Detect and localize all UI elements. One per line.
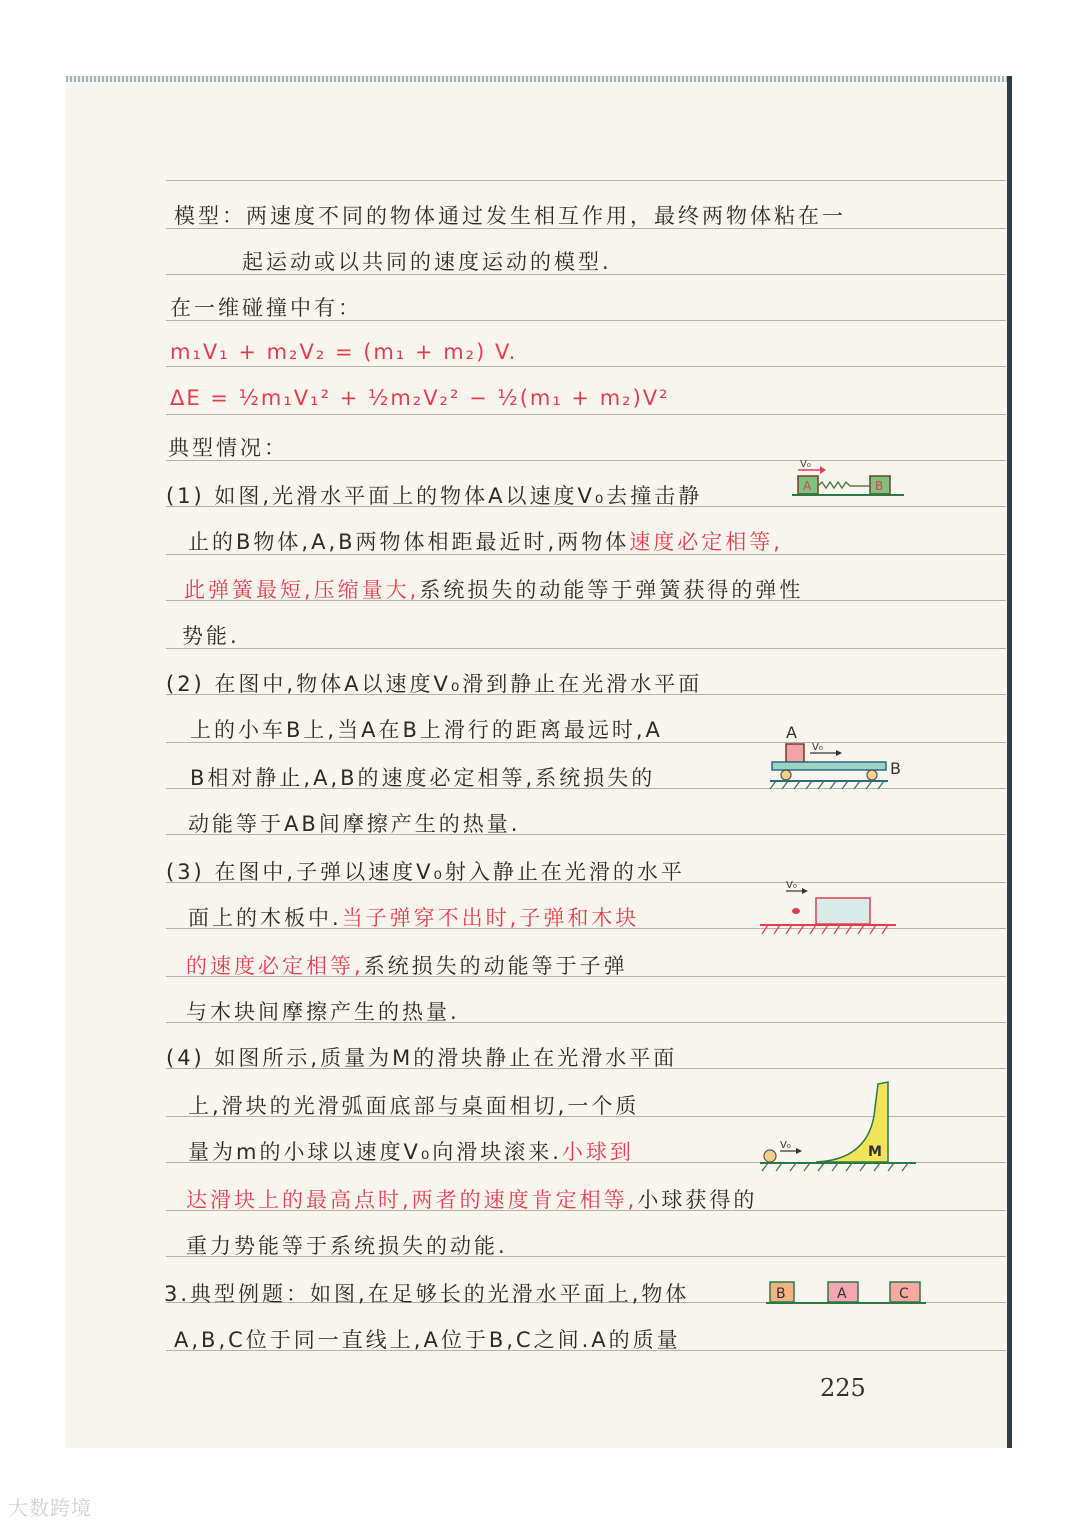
example-line1: 3.典型例题：如图,在足够长的光滑水平面上,物体	[164, 1282, 690, 1306]
ruled-line	[166, 414, 1006, 415]
energy-loss-formula: ΔE = ½m₁V₁² + ½m₂V₂² − ½(m₁ + m₂)V²	[170, 386, 670, 410]
case2-line1: (2) 在图中,物体A以速度V₀滑到静止在光滑水平面	[166, 672, 703, 696]
fig1-label-b: B	[875, 479, 884, 493]
case3-line1: (3) 在图中,子弹以速度V₀射入静止在光滑的水平	[166, 860, 685, 884]
fig5-label-b: B	[776, 1286, 786, 1302]
fig1-label-a: A	[803, 479, 812, 493]
case4-line4: 达滑块上的最高点时,两者的速度肯定相等,小球获得的	[186, 1188, 758, 1212]
fig2-wheel	[781, 770, 791, 780]
fig1-spring	[818, 482, 870, 488]
scan-top-band	[66, 76, 1012, 82]
fig3-wood-block	[816, 898, 870, 924]
watermark: 大数跨境	[8, 1496, 92, 1520]
example-line2: A,B,C位于同一直线上,A位于B,C之间.A的质量	[174, 1328, 681, 1352]
scan-right-edge	[1007, 76, 1012, 1448]
figure-ball-and-slider	[756, 1076, 926, 1172]
ruled-line	[166, 366, 1006, 367]
case2-line4: 动能等于AB间摩擦产生的热量.	[188, 812, 521, 836]
figure-bullet-into-block	[756, 878, 906, 942]
case4-line1: (4) 如图所示,质量为M的滑块静止在光滑水平面	[166, 1046, 678, 1070]
notebook-page	[66, 76, 1012, 1448]
fig3-bullet	[792, 908, 800, 914]
case4-line3: 量为m的小球以速度V₀向滑块滚来.小球到	[188, 1140, 634, 1164]
fig5-label-a: A	[837, 1286, 847, 1302]
figure-three-blocks	[766, 1278, 936, 1314]
model-definition-line1: 模型：两速度不同的物体通过发生相互作用，最终两物体粘在一	[174, 204, 846, 228]
case2-line2: 上的小车B上,当A在B上滑行的距离最远时,A	[190, 718, 663, 742]
fig2-velocity-label: V₀	[812, 742, 823, 753]
fig4-velocity-label: V₀	[780, 1140, 791, 1151]
fig5-label-c: C	[899, 1286, 909, 1302]
case1-line2: 止的B物体,A,B两物体相距最近时,两物体速度必定相等,	[188, 530, 783, 554]
momentum-formula: m₁V₁ + m₂V₂ = (m₁ + m₂) V.	[170, 340, 518, 364]
typical-cases-heading: 典型情况：	[168, 436, 288, 460]
fig2-label-a: A	[786, 723, 797, 742]
fig2-wheel	[867, 770, 877, 780]
fig1-velocity-label: V₀	[800, 459, 811, 470]
figure-spring-collision	[786, 460, 916, 504]
case4-line5: 重力势能等于系统损失的动能.	[186, 1234, 508, 1258]
case3-line2: 面上的木板中.当子弹穿不出时,子弹和木块	[188, 906, 640, 930]
fig4-ball	[764, 1150, 776, 1162]
page-number: 225	[820, 1374, 866, 1402]
case2-line3: B相对静止,A,B的速度必定相等,系统损失的	[190, 766, 656, 790]
case1-line3: 此弹簧最短,压缩量大,系统损失的动能等于弹簧获得的弹性	[184, 578, 804, 602]
fig2-label-b: B	[890, 759, 901, 778]
fig4-label-m: M	[868, 1144, 882, 1160]
case4-line2: 上,滑块的光滑弧面底部与桌面相切,一个质	[188, 1094, 640, 1118]
case1-line4: 势能.	[182, 624, 240, 648]
ruled-line	[166, 180, 1006, 181]
collision-intro: 在一维碰撞中有：	[170, 296, 362, 320]
case3-line3: 的速度必定相等,系统损失的动能等于子弹	[186, 954, 628, 978]
figure-block-on-cart	[766, 723, 926, 796]
model-definition-line2: 起运动或以共同的速度运动的模型.	[242, 250, 612, 274]
ruled-line	[166, 648, 1006, 649]
fig2-block-a	[786, 744, 804, 762]
fig2-cart-b	[772, 762, 886, 770]
case1-line1: (1) 如图,光滑水平面上的物体A以速度V₀去撞击静	[166, 484, 703, 508]
fig3-velocity-label: V₀	[786, 880, 797, 891]
case3-line4: 与木块间摩擦产生的热量.	[186, 1000, 460, 1024]
